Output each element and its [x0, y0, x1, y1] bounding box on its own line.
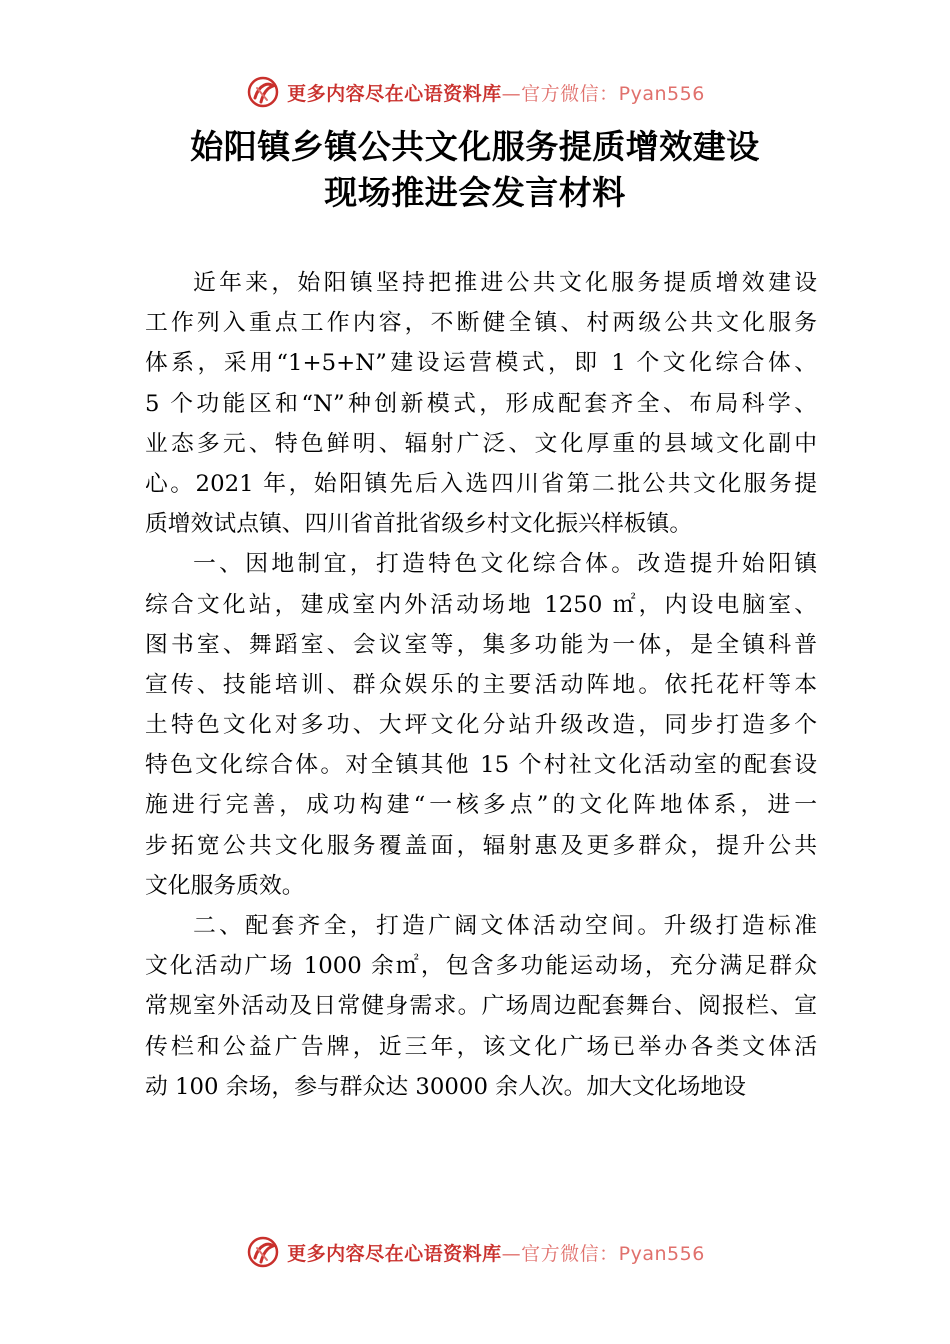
document-body — [145, 263, 817, 1107]
banner-text — [287, 79, 705, 106]
body-line: 体系，采用“1+5+N”建设运营模式，即 1 个文化综合体、 — [145, 350, 817, 377]
document-title-line-1: 始阳镇乡镇公共文化服务提质增效建设 — [190, 127, 760, 166]
body-line: 二、配套齐全，打造广阔文体活动空间。升级打造标准 — [193, 913, 817, 939]
document-title-line-2: 现场推进会发言材料 — [324, 173, 626, 212]
body-line: 施进行完善，成功构建“一核多点”的文化阵地体系，进一 — [145, 792, 817, 819]
body-line: 步拓宽公共文化服务覆盖面，辐射惠及更多群众，提升公共 — [145, 832, 817, 859]
body-line: 业态多元、特色鲜明、辐射广泛、文化厚重的县域文化副中 — [145, 430, 817, 457]
body-line: 宣传、技能培训、群众娱乐的主要活动阵地。依托花杆等本 — [145, 671, 817, 698]
brand-logo-icon — [245, 1234, 281, 1270]
body-line: 文化服务质效。 — [145, 872, 305, 899]
brand-logo-icon — [245, 74, 281, 110]
body-line: 常规室外活动及日常健身需求。广场周边配套舞台、阅报栏、宣 — [145, 993, 817, 1020]
body-line: 传栏和公益广告牌，近三年，该文化广场已举办各类文体活 — [145, 1033, 817, 1060]
body-line: 图书室、舞蹈室、会议室等，集多功能为一体，是全镇科普 — [145, 631, 817, 658]
banner-text-secondary: —官方微信：Pyan556 — [501, 82, 705, 105]
body-line: 特色文化综合体。对全镇其他 15 个村社文化活动室的配套设 — [145, 752, 817, 779]
footer-banner — [0, 1232, 950, 1272]
body-line: 近年来，始阳镇坚持把推进公共文化服务提质增效建设 — [193, 270, 817, 296]
body-line: 综合文化站，建成室内外活动场地 1250 ㎡，内设电脑室、 — [145, 591, 817, 618]
banner-text-primary: 更多内容尽在心语资料库 — [287, 82, 502, 105]
body-line: 动 100 余场，参与群众达 30000 余人次。加大文化场地设 — [145, 1073, 746, 1100]
banner-text-primary: 更多内容尽在心语资料库 — [287, 1242, 502, 1265]
banner-text-secondary: —官方微信：Pyan556 — [501, 1242, 705, 1265]
body-line: 5 个功能区和“N”种创新模式，形成配套齐全、布局科学、 — [145, 390, 817, 417]
body-line: 土特色文化对多功、大坪文化分站升级改造，同步打造多个 — [145, 712, 817, 739]
body-line: 文化活动广场 1000 余㎡，包含多功能运动场，充分满足群众 — [145, 953, 817, 980]
body-line: 心。2021 年，始阳镇先后入选四川省第二批公共文化服务提 — [145, 470, 817, 497]
body-line: 质增效试点镇、四川省首批省级乡村文化振兴样板镇。 — [145, 511, 693, 538]
banner-text — [287, 1239, 705, 1266]
header-banner — [0, 72, 950, 112]
body-line: 一、因地制宜，打造特色文化综合体。改造提升始阳镇 — [193, 551, 817, 578]
body-line: 工作列入重点工作内容，不断健全镇、村两级公共文化服务 — [145, 310, 817, 337]
